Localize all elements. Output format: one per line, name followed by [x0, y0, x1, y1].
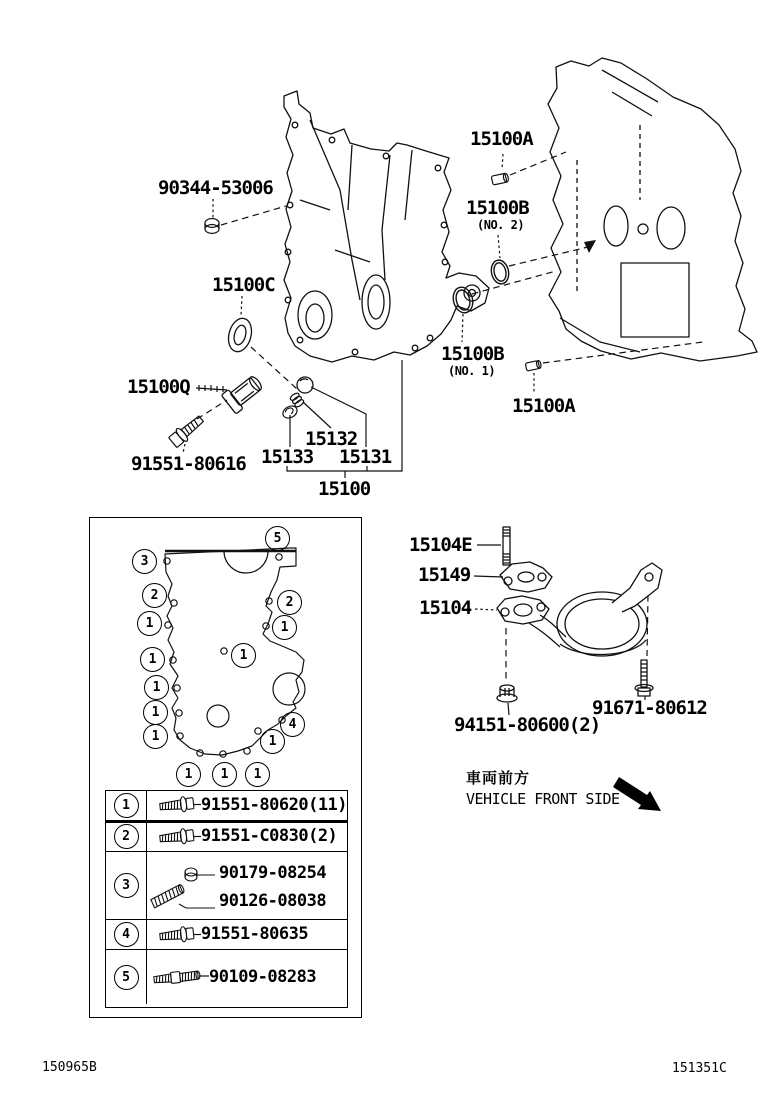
gasket-callout: 2: [142, 583, 167, 608]
fastener-table: [105, 790, 348, 1008]
gasket-callout: 1: [140, 647, 165, 672]
gasket-callout: 1: [260, 729, 285, 754]
straight-pin-bottom-icon: [525, 360, 541, 371]
double-thread-stud-icon: [151, 965, 209, 989]
relief-plug-icon: [221, 372, 266, 414]
part-number: 90179-08254: [219, 862, 327, 883]
flange-bolt-icon: [151, 826, 201, 848]
nut-icon: [205, 219, 219, 234]
table-row: [106, 820, 347, 851]
strainer-gasket-icon: [500, 562, 552, 592]
label-gasket-15149: 15149: [418, 564, 471, 586]
flange-bolt-icon: [168, 413, 207, 449]
gasket-callout: 5: [265, 526, 290, 551]
stud-and-nut-icon: [149, 858, 215, 914]
row-number-badge: 3: [114, 873, 139, 898]
table-row-number-cell: [106, 950, 147, 1004]
gasket-callout: 3: [132, 549, 157, 574]
oil-strainer-icon: [497, 563, 662, 656]
table-row: [106, 851, 347, 920]
label-bolt-91671: 91671-80612: [592, 697, 707, 719]
label-item-15133: 15133: [261, 446, 314, 468]
gasket-callout: 1: [231, 643, 256, 668]
oil-strainer-drawing: [497, 527, 662, 702]
part-number: 91551-80620(11): [201, 794, 348, 815]
table-row: [106, 919, 347, 949]
label-bolt-91551-80616: 91551-80616: [131, 453, 246, 475]
table-row: [106, 791, 347, 820]
gasket-callout: 1: [212, 762, 237, 787]
gasket-callout: 1: [245, 762, 270, 787]
table-row-number-cell: [106, 852, 147, 920]
gasket-callout: 4: [280, 712, 305, 737]
row-number-badge: 5: [114, 965, 139, 990]
timing-cover-drawing: [284, 91, 489, 362]
part-number: 90126-08038: [219, 890, 327, 911]
table-row-body: [147, 950, 347, 1004]
label-ring-15100b-no1-note: (NO. 1): [448, 364, 496, 378]
label-item-15132: 15132: [305, 428, 358, 450]
label-seal-15100c: 15100C: [212, 274, 275, 296]
label-strainer-15104: 15104: [419, 597, 472, 619]
row-number-badge: 1: [114, 793, 139, 818]
table-row-body: [147, 852, 347, 920]
page-code-left: 150965B: [42, 1060, 97, 1075]
page-code-right: 151351C: [672, 1061, 727, 1076]
row-number-badge: 4: [114, 922, 139, 947]
front-side-label-en: VEHICLE FRONT SIDE: [466, 790, 620, 808]
table-row-body: [147, 920, 347, 949]
label-plug-15100q: 15100Q: [127, 376, 190, 398]
relief-valve-ball-icon: [297, 377, 313, 393]
front-side-label-jp: 車両前方: [466, 769, 531, 787]
label-item-15131: 15131: [339, 446, 392, 468]
front-side-arrow-icon: [613, 777, 661, 811]
insert-direction-arrowhead: [584, 240, 596, 253]
flanged-nut-icon: [497, 685, 517, 702]
straight-pin-top-icon: [491, 173, 509, 185]
gasket-callout: 1: [144, 675, 169, 700]
table-row-number-cell: [106, 823, 147, 851]
label-assy-15100: 15100: [318, 478, 371, 500]
gasket-callout: 1: [143, 724, 168, 749]
table-row-number-cell: [106, 920, 147, 949]
gasket-callout: 1: [143, 700, 168, 725]
stud-bolt-icon: [503, 527, 510, 565]
gasket-callout: 2: [277, 590, 302, 615]
table-row-body: [147, 823, 347, 851]
label-nut-90344: 90344-53006: [158, 177, 273, 199]
flange-bolt-icon: [151, 794, 201, 816]
table-row-number-cell: [106, 791, 147, 820]
row-number-badge: 2: [114, 824, 139, 849]
part-number: 91551-C0830(2): [201, 826, 338, 846]
label-pin-15100a-bottom: 15100A: [512, 395, 575, 417]
gasket-callout: 1: [137, 611, 162, 636]
gasket-callout: 1: [272, 615, 297, 640]
label-stud-15104e: 15104E: [409, 534, 472, 556]
o-ring-no2-icon: [489, 258, 511, 285]
label-nut-94151: 94151-80600(2): [454, 714, 601, 736]
engine-block-drawing: [548, 58, 757, 361]
label-ring-15100b-no1: 15100B: [441, 343, 504, 365]
oil-seal-icon: [225, 316, 255, 355]
part-number: 90109-08283: [209, 966, 317, 987]
table-row-body: [147, 791, 347, 820]
hex-bolt-icon: [635, 660, 653, 696]
label-ring-15100b-no2: 15100B: [466, 197, 529, 219]
gasket-callout: 1: [176, 762, 201, 787]
label-ring-15100b-no2-note: (NO. 2): [477, 218, 525, 232]
label-pin-15100a-top: 15100A: [470, 128, 533, 150]
flange-bolt-icon: [151, 924, 201, 946]
table-row: [106, 949, 347, 1004]
part-number: 91551-80635: [201, 924, 309, 944]
